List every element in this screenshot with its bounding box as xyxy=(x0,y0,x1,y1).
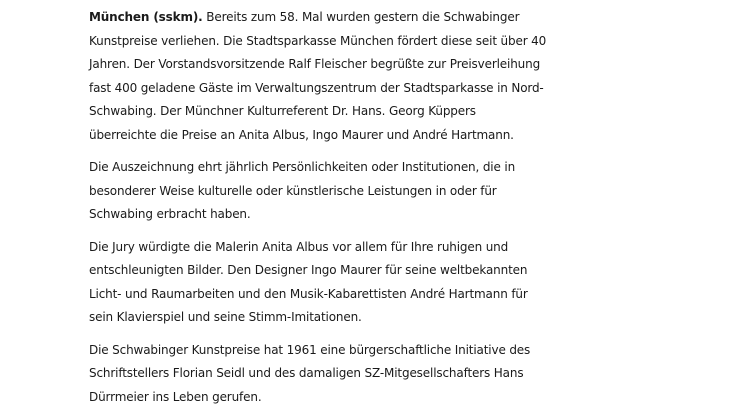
article-paragraph-4 xyxy=(89,339,589,410)
text-line: Die Jury würdigte die Malerin Anita Albus vor allem für Ihre ruhigen und xyxy=(89,239,509,254)
text-line: besonderer Weise kulturelle oder künstlerische Leistungen in oder für xyxy=(89,183,497,198)
text-line: fast 400 geladene Gäste im Verwaltungszentrum der Stadtsparkasse in Nord- xyxy=(89,80,544,95)
text-line: sein Klavierspiel und seine Stimm-Imitationen. xyxy=(89,310,362,324)
text-line: Licht- und Raumarbeiten und den Musik-Kabarettisten André Hartmann für xyxy=(89,286,528,301)
text-line: Jahren. Der Vorstandsvorsitzende Ralf Fleischer begrüßte zur Preisverleihung xyxy=(89,57,541,71)
article-paragraph-1 xyxy=(89,6,589,147)
text-line: überreichte die Preise an Anita Albus, Ingo Maurer und André Hartmann. xyxy=(89,127,514,142)
text-line: Die Auszeichnung ehrt jährlich Persönlichkeiten oder Institutionen, die in xyxy=(89,160,516,174)
article-dateline: München (sskm). xyxy=(89,10,203,24)
text-line: Kunstpreise verliehen. Die Stadtsparkasse München fördert diese seit über 40 xyxy=(89,33,547,48)
article-body xyxy=(89,6,589,418)
text-line: Schwabing erbracht haben. xyxy=(89,207,251,221)
text-line: entschleunigten Bilder. Den Designer Ingo Maurer für seine weltbekannten xyxy=(89,263,528,277)
text-line-content: Bereits zum 58. Mal wurden gestern die Schwabinger xyxy=(206,10,520,24)
text-line: Schriftstellers Florian Seidl und des damaligen SZ-Mitgesellschafters Hans xyxy=(89,366,524,380)
text-line: Dürrmeier ins Leben gerufen. xyxy=(89,389,262,404)
article-paragraph-2 xyxy=(89,156,589,227)
text-line: Die Schwabinger Kunstpreise hat 1961 eine bürgerschaftliche Initiative des xyxy=(89,342,531,357)
text-line xyxy=(89,6,589,30)
article-paragraph-3 xyxy=(89,236,589,330)
text-line: Schwabing. Der Münchner Kulturreferent Dr. Hans. Georg Küppers xyxy=(89,104,476,118)
